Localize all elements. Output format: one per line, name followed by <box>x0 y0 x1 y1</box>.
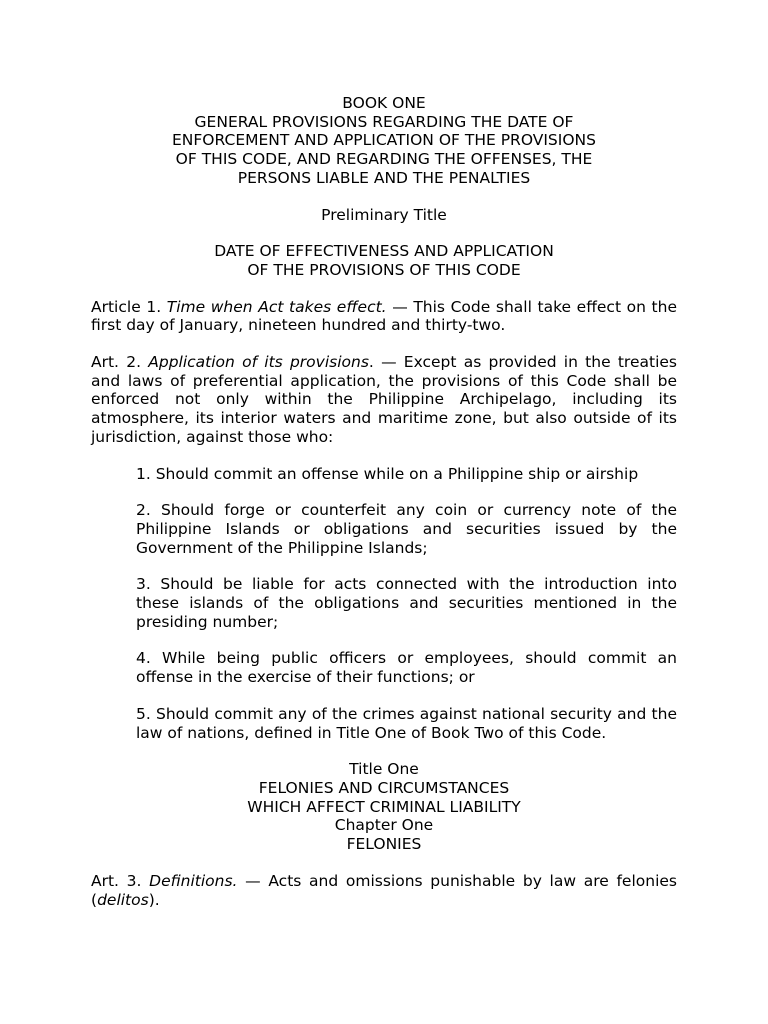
article-3-title: Definitions. <box>149 871 238 890</box>
article-1-label: Article 1. <box>91 297 167 316</box>
article-2-text: . — Except as provided in the treaties and laws of preferential application, the provisions of this Code shall be enforced not only within the Philippine Archipelago, including its atmosphere, its interior waters and maritime zone, but also outside of its jurisdiction, against those who: <box>91 353 677 446</box>
article-3-text-after: ). <box>148 890 160 909</box>
article-2 <box>91 353 677 447</box>
preliminary-heading-line: DATE OF EFFECTIVENESS AND APPLICATION <box>214 242 554 261</box>
article-2-item-3: 3. Should be liable for acts connected with the introduction into these islands of the obligations and securities mentioned in the presiding number; <box>136 575 677 631</box>
article-1 <box>91 298 677 335</box>
title-one-line: Chapter One <box>334 816 434 835</box>
article-2-item-4: 4. While being public officers or employees, should commit an offense in the exercise of their functions; or <box>136 649 677 687</box>
title-one-line: Title One <box>349 760 419 779</box>
book-heading <box>91 94 677 188</box>
article-1-text: — This Code shall take effect on the first day of January, nineteen hundred and thirty-two. <box>91 297 677 335</box>
article-3 <box>91 872 677 909</box>
article-2-item-2: 2. Should forge or counterfeit any coin or currency note of the Philippine Islands or obligations and securities issued by the Government of the Philippine Islands; <box>136 501 677 557</box>
article-2-item-1: 1. Should commit an offense while on a Philippine ship or airship <box>136 464 639 483</box>
title-one-line: WHICH AFFECT CRIMINAL LIABILITY <box>247 797 521 816</box>
article-2-label: Art. 2. <box>91 353 149 372</box>
article-3-italic-term: delitos <box>97 890 149 909</box>
title-one-line: FELONIES AND CIRCUMSTANCES <box>258 778 510 797</box>
article-3-label: Art. 3. <box>91 871 150 890</box>
title-one-heading <box>91 760 677 854</box>
preliminary-heading <box>91 242 677 279</box>
preliminary-title: Preliminary Title <box>321 205 447 224</box>
book-subtitle-line: GENERAL PROVISIONS REGARDING THE DATE OF <box>194 112 574 131</box>
document-page <box>91 94 677 909</box>
book-subtitle-line: OF THIS CODE, AND REGARDING THE OFFENSES, THE <box>175 150 593 169</box>
article-2-item-5: 5. Should commit any of the crimes against national security and the law of nations, defined in Title One of Book Two of this Code. <box>136 704 677 742</box>
title-one-line: FELONIES <box>346 835 422 854</box>
book-title: BOOK ONE <box>342 94 426 112</box>
book-subtitle-line: ENFORCEMENT AND APPLICATION OF THE PROVISIONS <box>172 131 596 150</box>
preliminary-heading-line: OF THE PROVISIONS OF THIS CODE <box>247 260 521 279</box>
article-1-title: Time when Act takes effect. <box>166 297 387 316</box>
article-2-title: Application of its provisions <box>148 353 369 372</box>
article-3-text-before: — Acts and omissions punishable by law are felonies ( <box>91 871 678 909</box>
book-subtitle-line: PERSONS LIABLE AND THE PENALTIES <box>237 168 531 187</box>
